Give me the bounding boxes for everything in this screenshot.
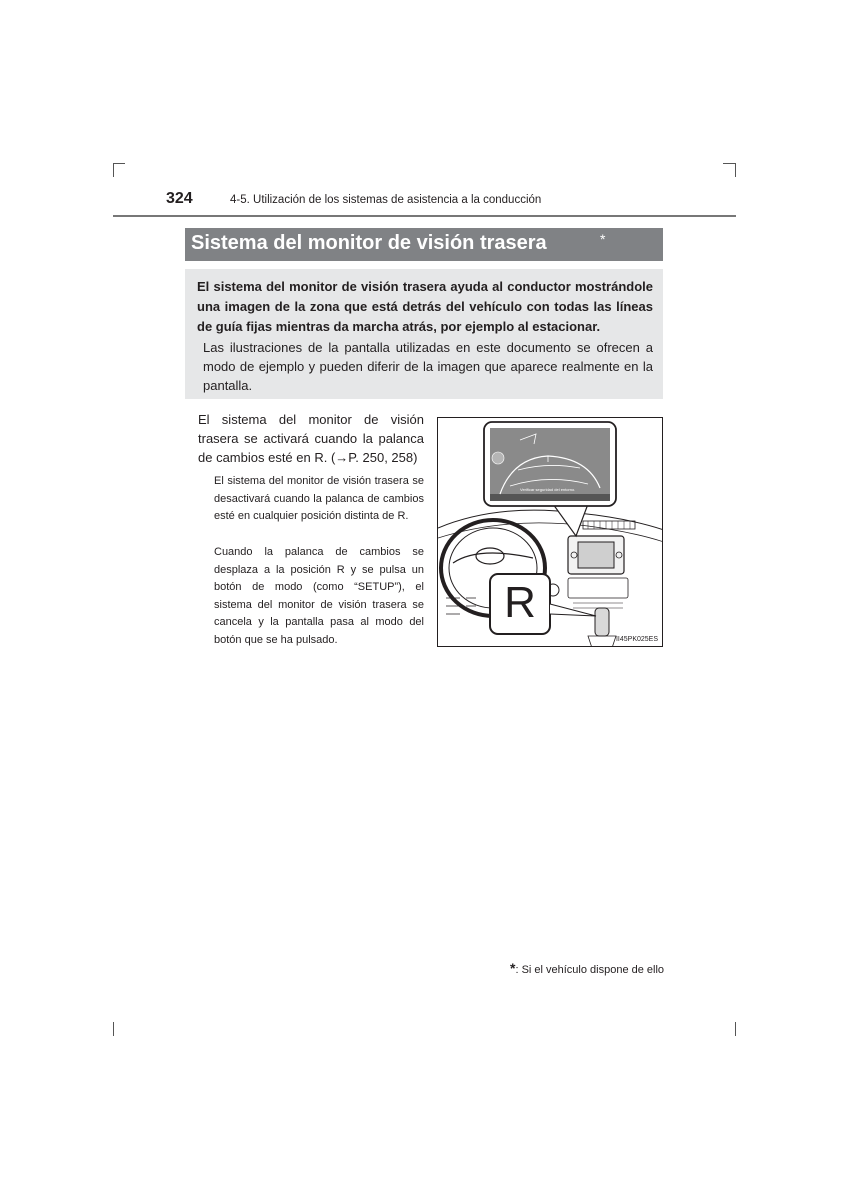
crop-mark-top-right-h	[723, 163, 735, 164]
dashboard-drawing	[438, 418, 663, 647]
header-divider	[113, 215, 736, 217]
title-asterisk: *	[600, 231, 606, 247]
body-subnote-deactivation: El sistema del monitor de visión trasera se desactivará cuando la palanca de cambios esté en cualquier posición distinta de R.	[214, 475, 424, 522]
section-title-bar	[185, 228, 663, 261]
section-title: Sistema del monitor de visión trasera	[191, 232, 547, 254]
body-subnote-cancel: Cuando la palanca de cambios se desplaza a la posición R y se pulsa un botón de modo (como “SETUP”), el sistema del monitor de visión trasera se cancela y la pantalla pasa al modo del botón que se ha pulsado.	[214, 546, 424, 646]
page-number: 324	[166, 190, 193, 207]
camera-screen-caption: Verificar seguridad del entorno.	[520, 487, 576, 492]
crop-mark-top-right-v	[735, 163, 736, 177]
intro-note-text: Las ilustraciones de la pantalla utilizadas en este documento se ofrecen a modo de ejemplo y pueden diferir de la imagen que aparece realmente en la pantalla.	[203, 340, 653, 393]
crop-mark-bottom-right	[735, 1022, 736, 1036]
footnote-text: : Si el vehículo dispone de ello	[515, 964, 665, 976]
footnote	[510, 960, 664, 976]
dashboard-illustration	[437, 417, 663, 647]
body-paragraph: El sistema del monitor de visión trasera se activará cuando la palanca de cambios esté en R. (→P. 250, 258)	[198, 412, 424, 465]
gear-letter-r: R	[504, 578, 536, 627]
crop-mark-top-left-h	[113, 163, 125, 164]
footnote-asterisk: *	[510, 960, 516, 976]
section-breadcrumb: 4-5. Utilización de los sistemas de asistencia a la conducción	[230, 194, 542, 206]
intro-lead-text: El sistema del monitor de visión trasera ayuda al conductor mostrándole una imagen de la zona que está detrás del vehículo con todas las líneas de guía fijas mientras da marcha atrás, por ejemplo al estacionar.	[197, 279, 653, 334]
figure-code: II45PK025ES	[615, 636, 658, 643]
crop-mark-top-left-v	[113, 163, 114, 177]
crop-mark-bottom-left	[113, 1022, 114, 1036]
intro-box	[185, 269, 663, 399]
